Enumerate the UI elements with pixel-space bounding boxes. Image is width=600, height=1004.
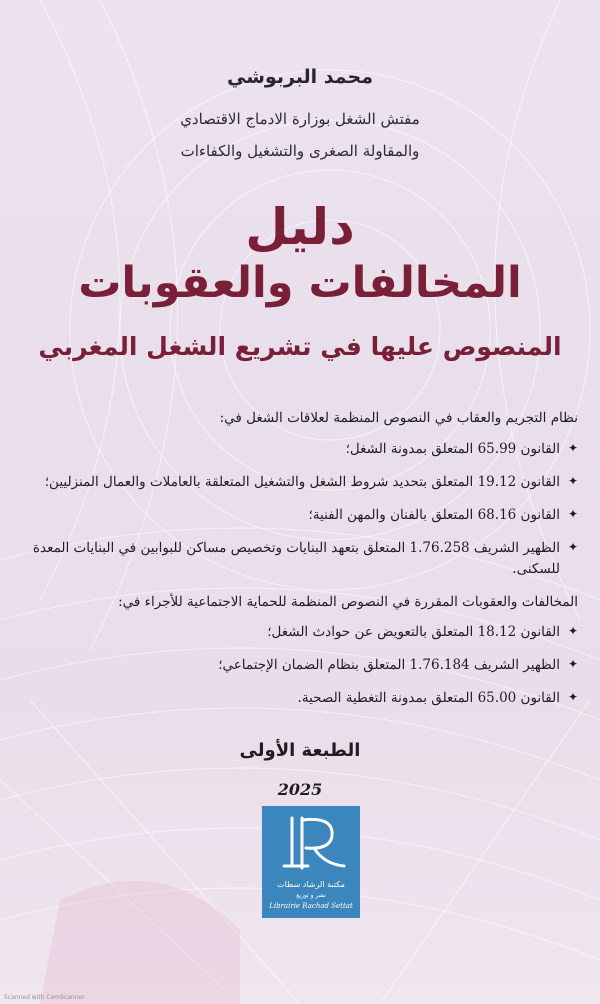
- scanner-watermark: Scanned with CamScanner: [4, 994, 85, 1001]
- list-item-text: القانون 18.12 المتعلق بالتعويض عن حوادث الشغل؛: [267, 624, 560, 641]
- list-item: [23, 688, 578, 709]
- monogram-icon: [262, 806, 360, 880]
- list-item-text: القانون 68.16 المتعلق بالفنان والمهن الفنية؛: [308, 506, 560, 523]
- author-affiliation-line-2: والمقاولة الصغرى والتشغيل والكفاءات: [180, 142, 420, 160]
- author-affiliation-line-1: مفتش الشغل بوزارة الادماج الاقتصادي: [180, 110, 420, 128]
- publication-year: 2025: [277, 780, 323, 799]
- author-name: محمد البربوشي: [227, 66, 373, 88]
- list-item: [23, 622, 578, 643]
- bullet-icon: ✦: [567, 657, 578, 672]
- contents-list: [23, 408, 578, 721]
- book-subtitle: المنصوص عليها في تشريع الشغل المغربي: [38, 332, 562, 361]
- list-item-text: القانون 65.99 المتعلق بمدونة الشغل؛: [345, 440, 560, 457]
- list-item-text: الظهير الشريف 1.76.258 المتعلق بتعهد البنايات وتخصيص مساكن للبوابين في البنايات المعدة للسكنى.: [32, 539, 560, 577]
- publisher-tagline: نشر و توزيع: [296, 892, 326, 899]
- list-item: [23, 439, 578, 460]
- publisher-name-latin: Librairie Rachad Settat: [269, 902, 353, 910]
- bullet-icon: ✦: [567, 473, 578, 488]
- bullet-icon: ✦: [567, 690, 578, 705]
- bullet-icon: ✦: [567, 539, 578, 554]
- book-title-line-2: المخالفات والعقوبات: [78, 258, 522, 308]
- bullet-icon: ✦: [567, 624, 578, 639]
- list-item-text: القانون 19.12 المتعلق بتحديد شروط الشغل والتشغيل المتعلقة بالعاملات والعمال المنزليين؛: [44, 473, 560, 490]
- edition-label: الطبعة الأولى: [239, 740, 361, 761]
- section-heading: المخالفات والعقوبات المقررة في النصوص المنظمة للحماية الاجتماعية للأجراء في:: [118, 593, 578, 610]
- list-item: [23, 538, 578, 580]
- bullet-icon: ✦: [567, 440, 578, 455]
- book-title-line-1: دليل: [245, 198, 355, 256]
- list-item-text: الظهير الشريف 1.76.184 المتعلق بنظام الضمان الإجتماعي؛: [218, 657, 560, 674]
- list-item: [23, 505, 578, 526]
- list-item-text: القانون 65.00 المتعلق بمدونة التغطية الصحية.: [297, 690, 560, 707]
- list-item: [23, 655, 578, 676]
- publisher-name-arabic: مكتبة الرشاد سطات: [277, 880, 345, 889]
- publisher-logo: [262, 806, 360, 918]
- section-heading: نظام التجريم والعقاب في النصوص المنظمة لعلاقات الشغل في:: [219, 410, 578, 426]
- bullet-icon: ✦: [567, 506, 578, 521]
- list-item: [23, 472, 578, 493]
